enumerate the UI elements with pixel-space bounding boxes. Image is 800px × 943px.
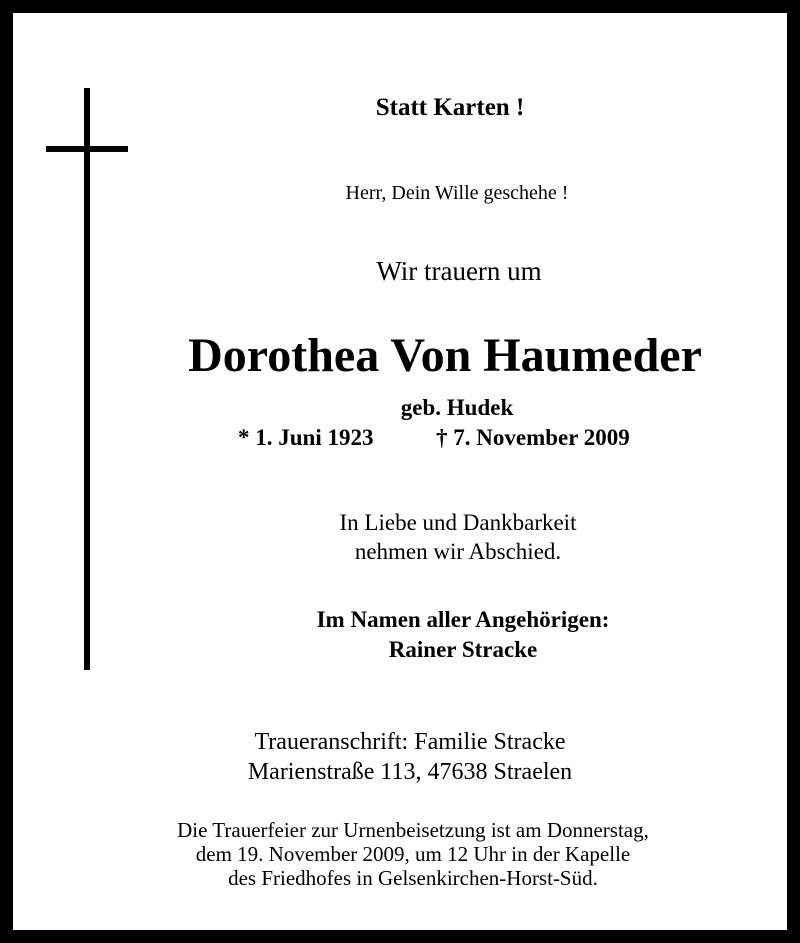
farewell-text <box>340 508 577 566</box>
ceremony-line-1: Die Trauerfeier zur Urnenbeisetzung ist am Donnerstag, <box>177 818 649 842</box>
intro-text: Wir trauern um <box>376 256 542 286</box>
maiden-name: geb. Hudek <box>400 395 514 420</box>
address-line-1: Traueranschrift: Familie Stracke <box>254 729 566 755</box>
cross-vertical-bar <box>84 88 90 670</box>
farewell-line-2: nehmen wir Abschied. <box>354 539 562 564</box>
cross-horizontal-bar <box>46 146 128 152</box>
signature-line-1: Im Namen aller Angehörigen: <box>316 607 610 632</box>
death-date: † 7. November 2009 <box>436 425 630 450</box>
mourning-address <box>248 727 572 787</box>
ceremony-info <box>177 818 649 890</box>
address-line-2: Marienstraße 113, 47638 Straelen <box>247 759 573 785</box>
statt-karten-heading: Statt Karten ! <box>375 94 525 121</box>
ceremony-line-3: des Friedhofes in Gelsenkirchen-Horst-Süd. <box>228 866 598 890</box>
farewell-line-1: In Liebe und Dankbarkeit <box>339 510 577 535</box>
birth-date: * 1. Juni 1923 <box>238 425 374 450</box>
motto-text: Herr, Dein Wille geschehe ! <box>345 182 569 204</box>
signature-line-2: Rainer Stracke <box>388 637 538 662</box>
obituary-card <box>13 13 787 930</box>
ceremony-line-2: dem 19. November 2009, um 12 Uhr in der Kapelle <box>195 842 631 866</box>
signature-block <box>317 605 610 665</box>
deceased-name: Dorothea Von Haumeder <box>188 329 702 382</box>
